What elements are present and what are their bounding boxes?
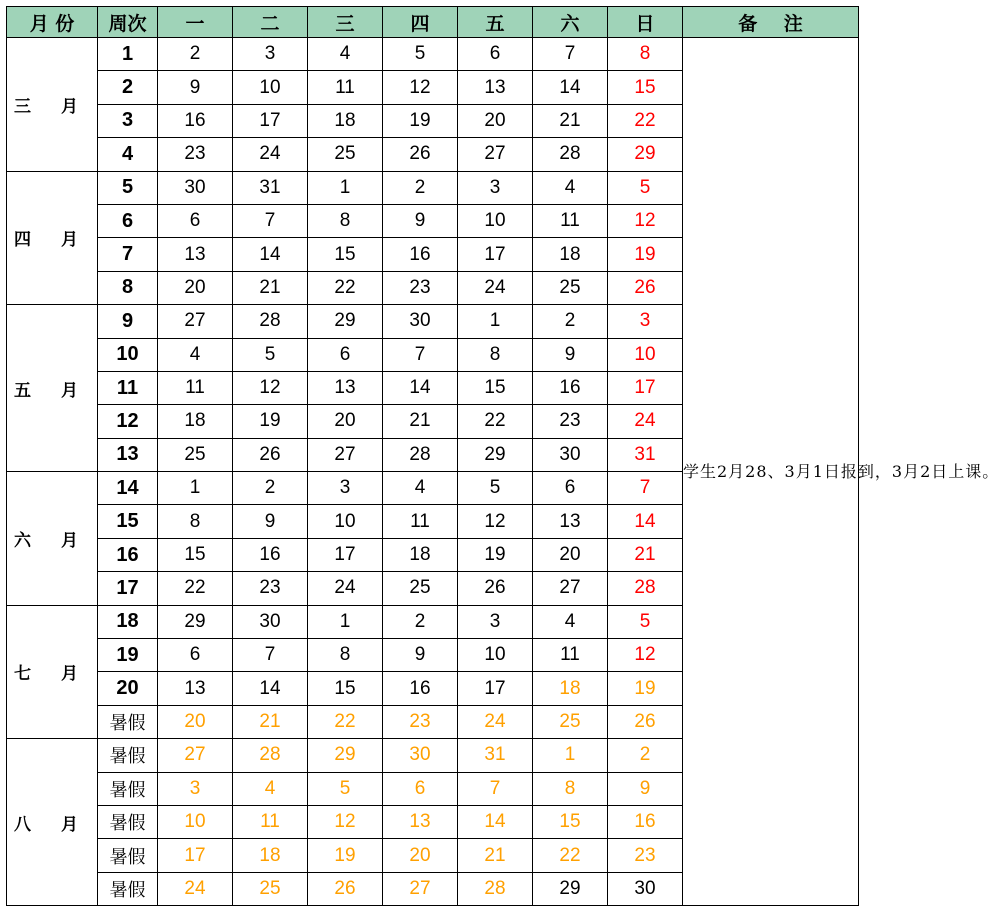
day-cell: 15	[308, 238, 383, 271]
week-row	[7, 38, 859, 71]
day-cell: 14	[458, 805, 533, 838]
week-number: 暑假	[98, 739, 158, 772]
header-remarks: 备 注	[683, 7, 859, 38]
day-cell: 4	[233, 772, 308, 805]
day-cell: 2	[383, 171, 458, 204]
day-cell: 29	[533, 872, 608, 905]
month-label: 七 月	[7, 605, 98, 739]
day-cell: 27	[458, 138, 533, 171]
day-cell: 5	[233, 338, 308, 371]
day-cell: 31	[458, 739, 533, 772]
day-cell: 24	[158, 872, 233, 905]
day-cell: 14	[233, 672, 308, 705]
day-cell: 11	[383, 505, 458, 538]
day-cell: 16	[533, 371, 608, 404]
week-number: 17	[98, 572, 158, 605]
month-label: 三 月	[7, 38, 98, 172]
month-label: 四 月	[7, 171, 98, 305]
day-cell: 17	[458, 672, 533, 705]
day-cell: 19	[233, 405, 308, 438]
day-cell: 18	[233, 839, 308, 872]
week-number: 2	[98, 71, 158, 104]
day-cell: 24	[233, 138, 308, 171]
day-cell: 17	[608, 371, 683, 404]
day-cell: 23	[383, 705, 458, 738]
day-cell: 11	[533, 639, 608, 672]
day-cell: 31	[233, 171, 308, 204]
day-cell: 28	[458, 872, 533, 905]
day-cell: 14	[233, 238, 308, 271]
day-cell: 12	[308, 805, 383, 838]
day-cell: 9	[533, 338, 608, 371]
day-cell: 6	[158, 204, 233, 237]
header-sun: 日	[608, 7, 683, 38]
day-cell: 28	[533, 138, 608, 171]
day-cell: 27	[158, 739, 233, 772]
day-cell: 8	[158, 505, 233, 538]
week-number: 4	[98, 138, 158, 171]
header-fri: 五	[458, 7, 533, 38]
day-cell: 22	[533, 839, 608, 872]
day-cell: 16	[608, 805, 683, 838]
day-cell: 6	[158, 639, 233, 672]
day-cell: 27	[308, 438, 383, 471]
day-cell: 25	[533, 271, 608, 304]
day-cell: 8	[533, 772, 608, 805]
day-cell: 13	[533, 505, 608, 538]
day-cell: 30	[383, 739, 458, 772]
week-number: 暑假	[98, 872, 158, 905]
day-cell: 20	[158, 705, 233, 738]
week-number: 16	[98, 538, 158, 571]
day-cell: 22	[158, 572, 233, 605]
day-cell: 23	[158, 138, 233, 171]
month-label: 六 月	[7, 472, 98, 606]
day-cell: 9	[383, 204, 458, 237]
day-cell: 15	[308, 672, 383, 705]
header-tue: 二	[233, 7, 308, 38]
day-cell: 15	[458, 371, 533, 404]
day-cell: 30	[158, 171, 233, 204]
day-cell: 13	[383, 805, 458, 838]
day-cell: 12	[608, 204, 683, 237]
day-cell: 21	[233, 271, 308, 304]
day-cell: 24	[458, 271, 533, 304]
day-cell: 2	[158, 38, 233, 71]
day-cell: 6	[533, 472, 608, 505]
header-wed: 三	[308, 7, 383, 38]
day-cell: 25	[383, 572, 458, 605]
day-cell: 2	[608, 739, 683, 772]
day-cell: 4	[533, 171, 608, 204]
day-cell: 14	[608, 505, 683, 538]
week-number: 5	[98, 171, 158, 204]
day-cell: 6	[458, 38, 533, 71]
day-cell: 9	[233, 505, 308, 538]
day-cell: 18	[308, 104, 383, 137]
day-cell: 22	[308, 271, 383, 304]
day-cell: 13	[308, 371, 383, 404]
day-cell: 10	[308, 505, 383, 538]
header-thu: 四	[383, 7, 458, 38]
day-cell: 29	[608, 138, 683, 171]
day-cell: 29	[458, 438, 533, 471]
day-cell: 7	[458, 772, 533, 805]
week-number: 暑假	[98, 839, 158, 872]
day-cell: 23	[608, 839, 683, 872]
day-cell: 5	[608, 605, 683, 638]
day-cell: 27	[533, 572, 608, 605]
day-cell: 7	[608, 472, 683, 505]
day-cell: 30	[608, 872, 683, 905]
day-cell: 26	[608, 705, 683, 738]
day-cell: 17	[308, 538, 383, 571]
header-row	[7, 7, 859, 38]
week-number: 6	[98, 204, 158, 237]
day-cell: 3	[608, 305, 683, 338]
day-cell: 5	[383, 38, 458, 71]
day-cell: 10	[458, 204, 533, 237]
day-cell: 26	[608, 271, 683, 304]
day-cell: 15	[608, 71, 683, 104]
day-cell: 19	[608, 238, 683, 271]
day-cell: 8	[308, 204, 383, 237]
week-number: 10	[98, 338, 158, 371]
day-cell: 25	[308, 138, 383, 171]
day-cell: 3	[233, 38, 308, 71]
day-cell: 16	[383, 238, 458, 271]
header-mon: 一	[158, 7, 233, 38]
day-cell: 25	[233, 872, 308, 905]
day-cell: 10	[458, 639, 533, 672]
day-cell: 16	[383, 672, 458, 705]
day-cell: 29	[308, 305, 383, 338]
week-number: 13	[98, 438, 158, 471]
calendar-body	[7, 38, 999, 906]
header-sat: 六	[533, 7, 608, 38]
day-cell: 31	[608, 438, 683, 471]
day-cell: 28	[383, 438, 458, 471]
day-cell: 8	[308, 639, 383, 672]
day-cell: 18	[158, 405, 233, 438]
day-cell: 19	[383, 104, 458, 137]
day-cell: 13	[158, 238, 233, 271]
day-cell: 29	[158, 605, 233, 638]
day-cell: 4	[533, 605, 608, 638]
day-cell: 7	[383, 338, 458, 371]
day-cell: 1	[158, 472, 233, 505]
day-cell: 16	[233, 538, 308, 571]
day-cell: 30	[383, 305, 458, 338]
day-cell: 3	[458, 171, 533, 204]
day-cell: 12	[233, 371, 308, 404]
day-cell: 16	[158, 104, 233, 137]
day-cell: 18	[533, 238, 608, 271]
day-cell: 8	[458, 338, 533, 371]
day-cell: 22	[458, 405, 533, 438]
day-cell: 25	[533, 705, 608, 738]
day-cell: 2	[383, 605, 458, 638]
week-number: 暑假	[98, 805, 158, 838]
day-cell: 21	[383, 405, 458, 438]
day-cell: 15	[158, 538, 233, 571]
day-cell: 27	[383, 872, 458, 905]
week-number: 15	[98, 505, 158, 538]
day-cell: 14	[383, 371, 458, 404]
day-cell: 24	[458, 705, 533, 738]
day-cell: 15	[533, 805, 608, 838]
week-number: 1	[98, 38, 158, 71]
day-cell: 20	[383, 839, 458, 872]
day-cell: 23	[233, 572, 308, 605]
day-cell: 19	[308, 839, 383, 872]
day-cell: 20	[308, 405, 383, 438]
week-number: 11	[98, 371, 158, 404]
week-number: 19	[98, 639, 158, 672]
day-cell: 4	[383, 472, 458, 505]
day-cell: 11	[158, 371, 233, 404]
day-cell: 12	[383, 71, 458, 104]
day-cell: 3	[158, 772, 233, 805]
day-cell: 9	[608, 772, 683, 805]
week-number: 7	[98, 238, 158, 271]
day-cell: 20	[458, 104, 533, 137]
day-cell: 28	[233, 305, 308, 338]
day-cell: 17	[233, 104, 308, 137]
day-cell: 26	[233, 438, 308, 471]
day-cell: 1	[458, 305, 533, 338]
day-cell: 7	[533, 38, 608, 71]
day-cell: 27	[158, 305, 233, 338]
day-cell: 22	[308, 705, 383, 738]
day-cell: 18	[383, 538, 458, 571]
school-calendar-table	[6, 6, 999, 906]
day-cell: 12	[608, 639, 683, 672]
day-cell: 5	[308, 772, 383, 805]
day-cell: 17	[458, 238, 533, 271]
week-number: 18	[98, 605, 158, 638]
day-cell: 21	[608, 538, 683, 571]
day-cell: 24	[608, 405, 683, 438]
day-cell: 26	[308, 872, 383, 905]
day-cell: 24	[308, 572, 383, 605]
day-cell: 30	[233, 605, 308, 638]
week-number: 暑假	[98, 705, 158, 738]
day-cell: 14	[533, 71, 608, 104]
day-cell: 11	[533, 204, 608, 237]
day-cell: 20	[533, 538, 608, 571]
day-cell: 28	[233, 739, 308, 772]
day-cell: 22	[608, 104, 683, 137]
day-cell: 1	[308, 171, 383, 204]
day-cell: 3	[458, 605, 533, 638]
week-number: 8	[98, 271, 158, 304]
header-month: 月 份	[7, 7, 98, 38]
day-cell: 28	[608, 572, 683, 605]
day-cell: 7	[233, 639, 308, 672]
day-cell: 10	[233, 71, 308, 104]
day-cell: 2	[533, 305, 608, 338]
day-cell: 4	[308, 38, 383, 71]
day-cell: 23	[533, 405, 608, 438]
day-cell: 2	[233, 472, 308, 505]
day-cell: 12	[458, 505, 533, 538]
day-cell: 8	[608, 38, 683, 71]
day-cell: 30	[533, 438, 608, 471]
day-cell: 5	[608, 171, 683, 204]
month-label: 五 月	[7, 305, 98, 472]
day-cell: 23	[383, 271, 458, 304]
week-number: 3	[98, 104, 158, 137]
day-cell: 13	[158, 672, 233, 705]
day-cell: 19	[608, 672, 683, 705]
week-number: 暑假	[98, 772, 158, 805]
day-cell: 21	[233, 705, 308, 738]
day-cell: 19	[458, 538, 533, 571]
day-cell: 1	[308, 605, 383, 638]
header-week: 周次	[98, 7, 158, 38]
day-cell: 29	[308, 739, 383, 772]
day-cell: 6	[383, 772, 458, 805]
day-cell: 17	[158, 839, 233, 872]
day-cell: 9	[383, 639, 458, 672]
day-cell: 21	[533, 104, 608, 137]
day-cell: 11	[308, 71, 383, 104]
week-number: 14	[98, 472, 158, 505]
day-cell: 5	[458, 472, 533, 505]
day-cell: 18	[533, 672, 608, 705]
day-cell: 4	[158, 338, 233, 371]
week-number: 12	[98, 405, 158, 438]
day-cell: 10	[608, 338, 683, 371]
day-cell: 3	[308, 472, 383, 505]
remarks-note: 学生2月28、3月1日报到，3月2日上课。	[683, 38, 859, 906]
month-label: 八 月	[7, 739, 98, 906]
week-number: 20	[98, 672, 158, 705]
day-cell: 1	[533, 739, 608, 772]
day-cell: 10	[158, 805, 233, 838]
day-cell: 20	[158, 271, 233, 304]
day-cell: 25	[158, 438, 233, 471]
day-cell: 26	[383, 138, 458, 171]
day-cell: 13	[458, 71, 533, 104]
day-cell: 21	[458, 839, 533, 872]
day-cell: 26	[458, 572, 533, 605]
day-cell: 6	[308, 338, 383, 371]
week-number: 9	[98, 305, 158, 338]
day-cell: 7	[233, 204, 308, 237]
day-cell: 11	[233, 805, 308, 838]
day-cell: 9	[158, 71, 233, 104]
